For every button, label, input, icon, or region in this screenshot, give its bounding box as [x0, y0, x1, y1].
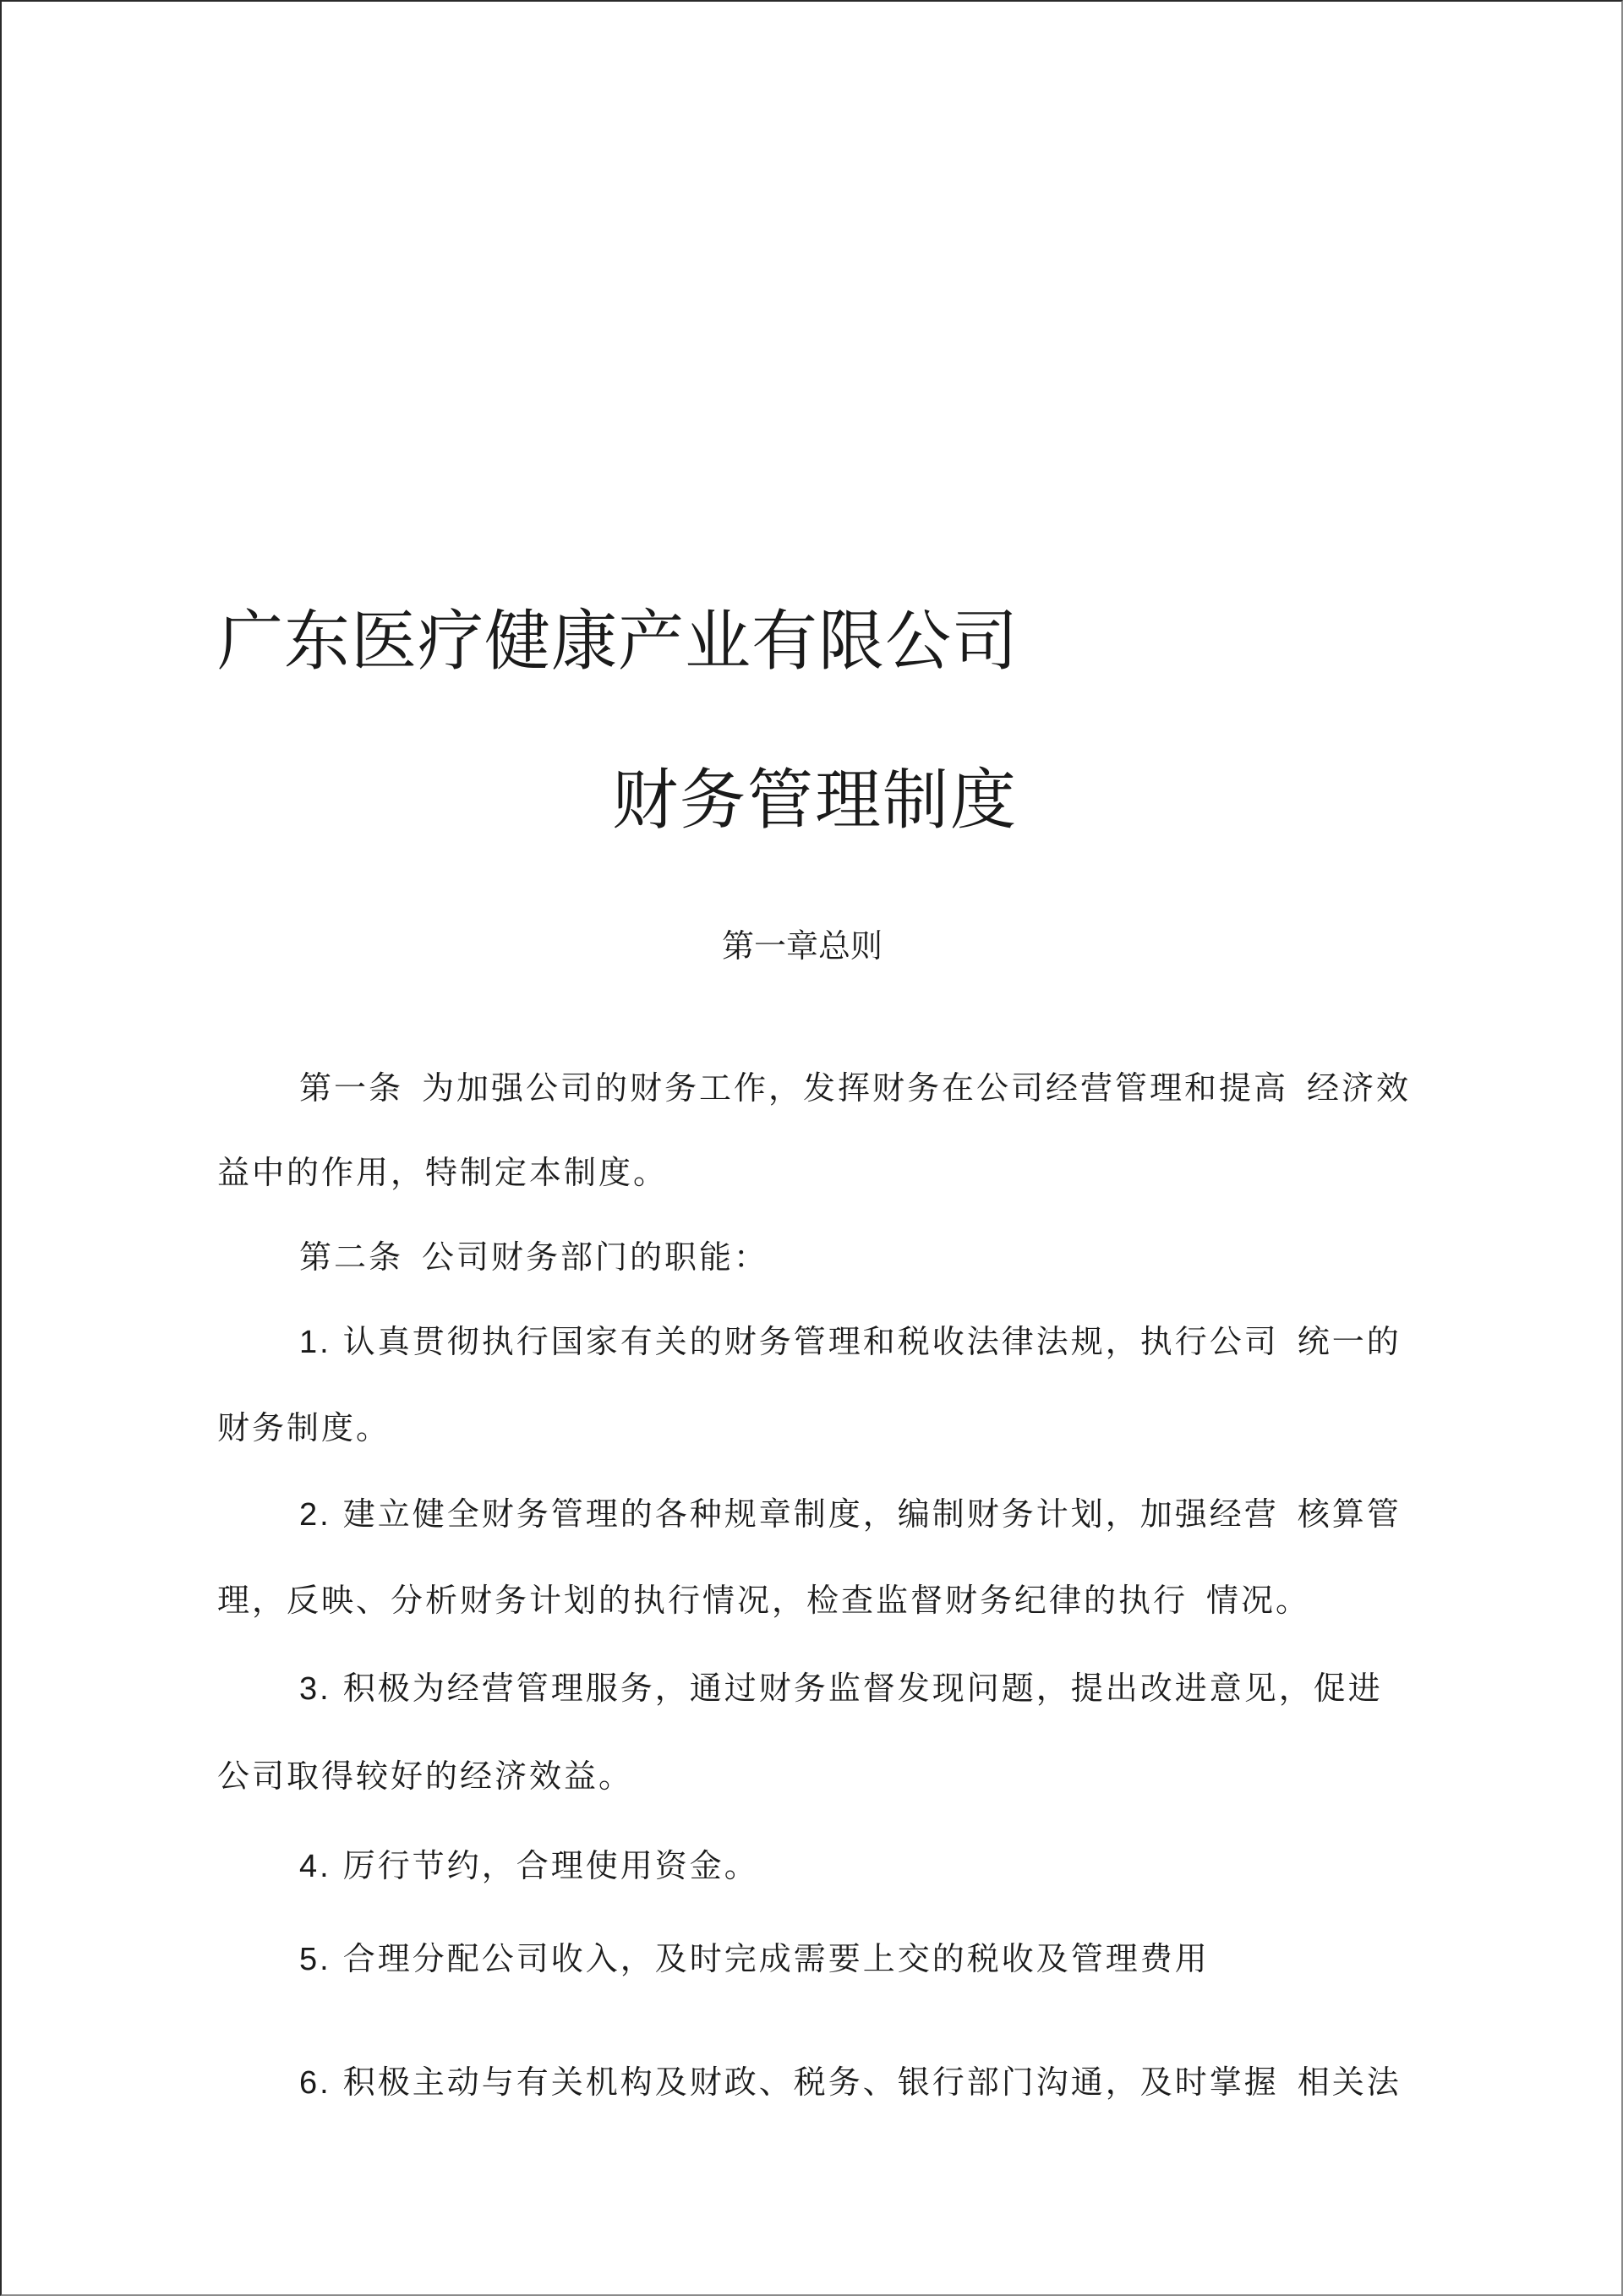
item-2-line-2-text: 理，反映、分析财务计划的执行情况，检查监督财务纪律的执行: [217, 1582, 1189, 1619]
item-1-line-1: [299, 1323, 1402, 1360]
item-2-text-tail: 核算管: [1297, 1495, 1402, 1533]
item-5-text: 合理分配公司收入，及时完成需要上交的税收及管理费用: [342, 1940, 1210, 1977]
item-3-line-1: [299, 1672, 1383, 1705]
item-6-text-tail: 相关法: [1297, 2064, 1402, 2101]
article-1-label: 第一条: [299, 1069, 404, 1107]
article-2-line: [299, 1238, 769, 1276]
item-2-line-2: [217, 1582, 1311, 1619]
item-6-text: 积极主动与有关机构及财政、税务、银行部门沟通，及时掌握: [342, 2064, 1279, 2101]
item-2-text: 建立健全财务管理的各种规章制度，编制财务计划，加强经营: [342, 1495, 1279, 1533]
article-1-line-2: 益中的作用，特制定本制度。: [217, 1154, 669, 1191]
item-3-number: 3.: [299, 1671, 331, 1707]
item-2-line-1: [299, 1495, 1402, 1533]
article-1-line-1: [299, 1069, 1412, 1107]
item-4-number: 4.: [299, 1849, 331, 1884]
article-2-text: 公司财务部门的职能：: [422, 1238, 769, 1276]
item-4-line-1: [299, 1847, 759, 1884]
item-1-text-tail: 统一的: [1297, 1323, 1402, 1360]
item-5-number: 5.: [299, 1942, 331, 1977]
article-2-label: 第二条: [299, 1238, 404, 1276]
item-1-line-2: 财务制度。: [217, 1409, 391, 1446]
item-3-line-2: 公司取得较好的经济效益。: [217, 1758, 634, 1795]
article-1-text-tail: 经济效: [1307, 1069, 1412, 1107]
document-title: 财务管理制度: [612, 763, 1019, 839]
item-4-text: 厉行节约，合理使用资金。: [342, 1847, 759, 1884]
item-2-number: 2.: [299, 1497, 331, 1533]
item-6-line-1: [299, 2066, 1402, 2099]
item-3-text: 积极为经营管理服务，通过财务监督发现问题，提出改进意见，促进: [342, 1670, 1383, 1707]
article-1-text: 为加强公司的财务工作，发挥财务在公司经营管理和提高: [422, 1069, 1289, 1107]
item-1-number: 1.: [299, 1325, 331, 1360]
company-name: 广东医疗健康产业有限公司: [217, 604, 1019, 680]
chapter-heading: 第一章总则: [722, 927, 883, 965]
item-2-line-2-tail: 情况。: [1206, 1582, 1311, 1619]
item-5-line-1: [299, 1940, 1210, 1977]
item-1-text: 认真贯彻执行国家有关的财务管理和税收法律法规，执行公司: [342, 1323, 1279, 1360]
item-6-number: 6.: [299, 2065, 331, 2101]
